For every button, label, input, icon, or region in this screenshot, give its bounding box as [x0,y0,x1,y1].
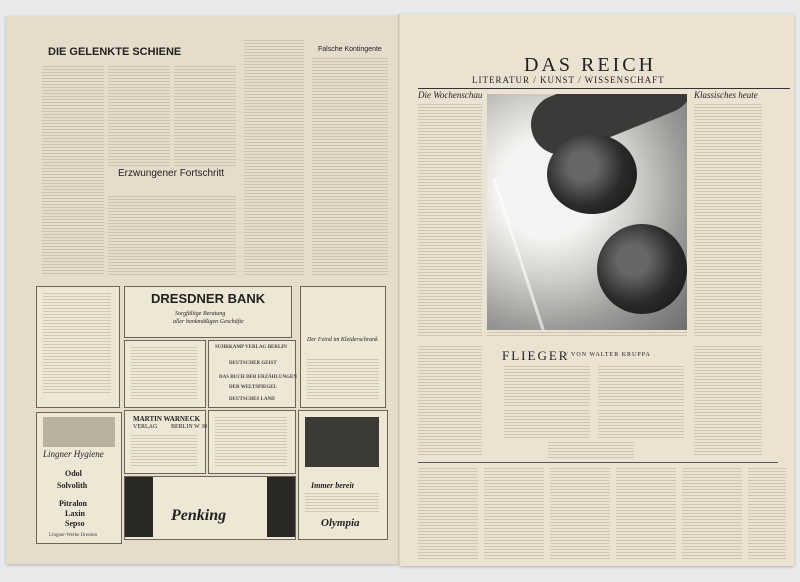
text-column [418,104,482,336]
ad-list [36,286,120,408]
text-column [418,468,478,560]
dresdner-bank-sub2: aller bankmäßigen Geschäfte [173,319,244,325]
headline-falsche-kontingente: Falsche Kontingente [318,46,382,53]
masthead-subtitle: LITERATUR / KUNST / WISSENSCHAFT [472,75,665,85]
col-head-klassisches: Klassisches heute [694,90,758,100]
text-column [108,196,236,276]
ad-small-text [124,340,206,408]
masthead-das-reich: DAS REICH [524,54,657,76]
ad-suhrkamp: SUHRKAMP VERLAG BERLIN DEUTSCHER GEIST DAS BUCH DER ERZÄHLUNGEN DER WELTSPIEGEL DEUTSCHES LAND [208,340,296,408]
lingner-item-sepso: Sepso [65,519,85,528]
center-fold [398,14,401,566]
ad-olympia: Immer bereit Olympia [298,410,388,540]
masthead-rule [418,88,790,89]
col-head-wochenschau: Die Wochenschau [418,90,483,100]
poem-title-flieger: FLIEGER [502,348,570,363]
text-column [108,66,170,166]
headline-erzwungener-fortschritt: Erzwungener Fortschritt [118,168,225,179]
text-column [484,468,544,560]
lingner-item-laxin: Laxin [65,509,86,518]
poem-stanza [504,410,590,440]
lingner-item-pitralon: Pitralon [59,499,87,508]
text-column [418,346,482,456]
text-column [174,66,236,166]
headline-gelenkte-schiene: DIE GELENKTE SCHIENE [48,46,182,58]
ad-feind-kleiderschrank [300,286,386,408]
text-column [682,468,742,560]
text-column [694,104,762,336]
dresdner-bank-title: DRESDNER BANK [151,291,266,306]
poem-stanza [598,410,684,440]
poem-stanza [598,366,684,406]
text-column [312,58,388,276]
lingner-item-odol: Odol [65,469,82,478]
ad-book [208,410,296,474]
photo-caption [487,332,687,338]
airplane-photo [487,94,687,330]
dresdner-bank-sub1: Sorgfältige Beratung [175,311,226,317]
lingner-item-solvolith: Solvolith [57,481,88,490]
poem-author: / VON WALTER KRUPPA [566,352,651,358]
section-rule [418,462,778,463]
feind-text: Der Feind im Kleiderschrank [307,337,378,343]
ad-martin-warneck: MARTIN WARNECK VERLAG BERLIN W 30 [124,410,206,474]
text-column [42,66,104,276]
text-column [694,346,762,456]
text-column [748,468,786,560]
poem-stanza [548,442,634,460]
ad-lingner: Lingner Hygiene Odol Solvolith Pitralon Laxin Sepso Lingner-Werke Dresden [36,412,122,544]
text-column [616,468,676,560]
text-column [550,468,610,560]
ad-dresdner-bank [124,286,292,338]
text-column [244,40,304,276]
poem-stanza [504,366,590,406]
ad-penking: Penking [124,476,296,540]
